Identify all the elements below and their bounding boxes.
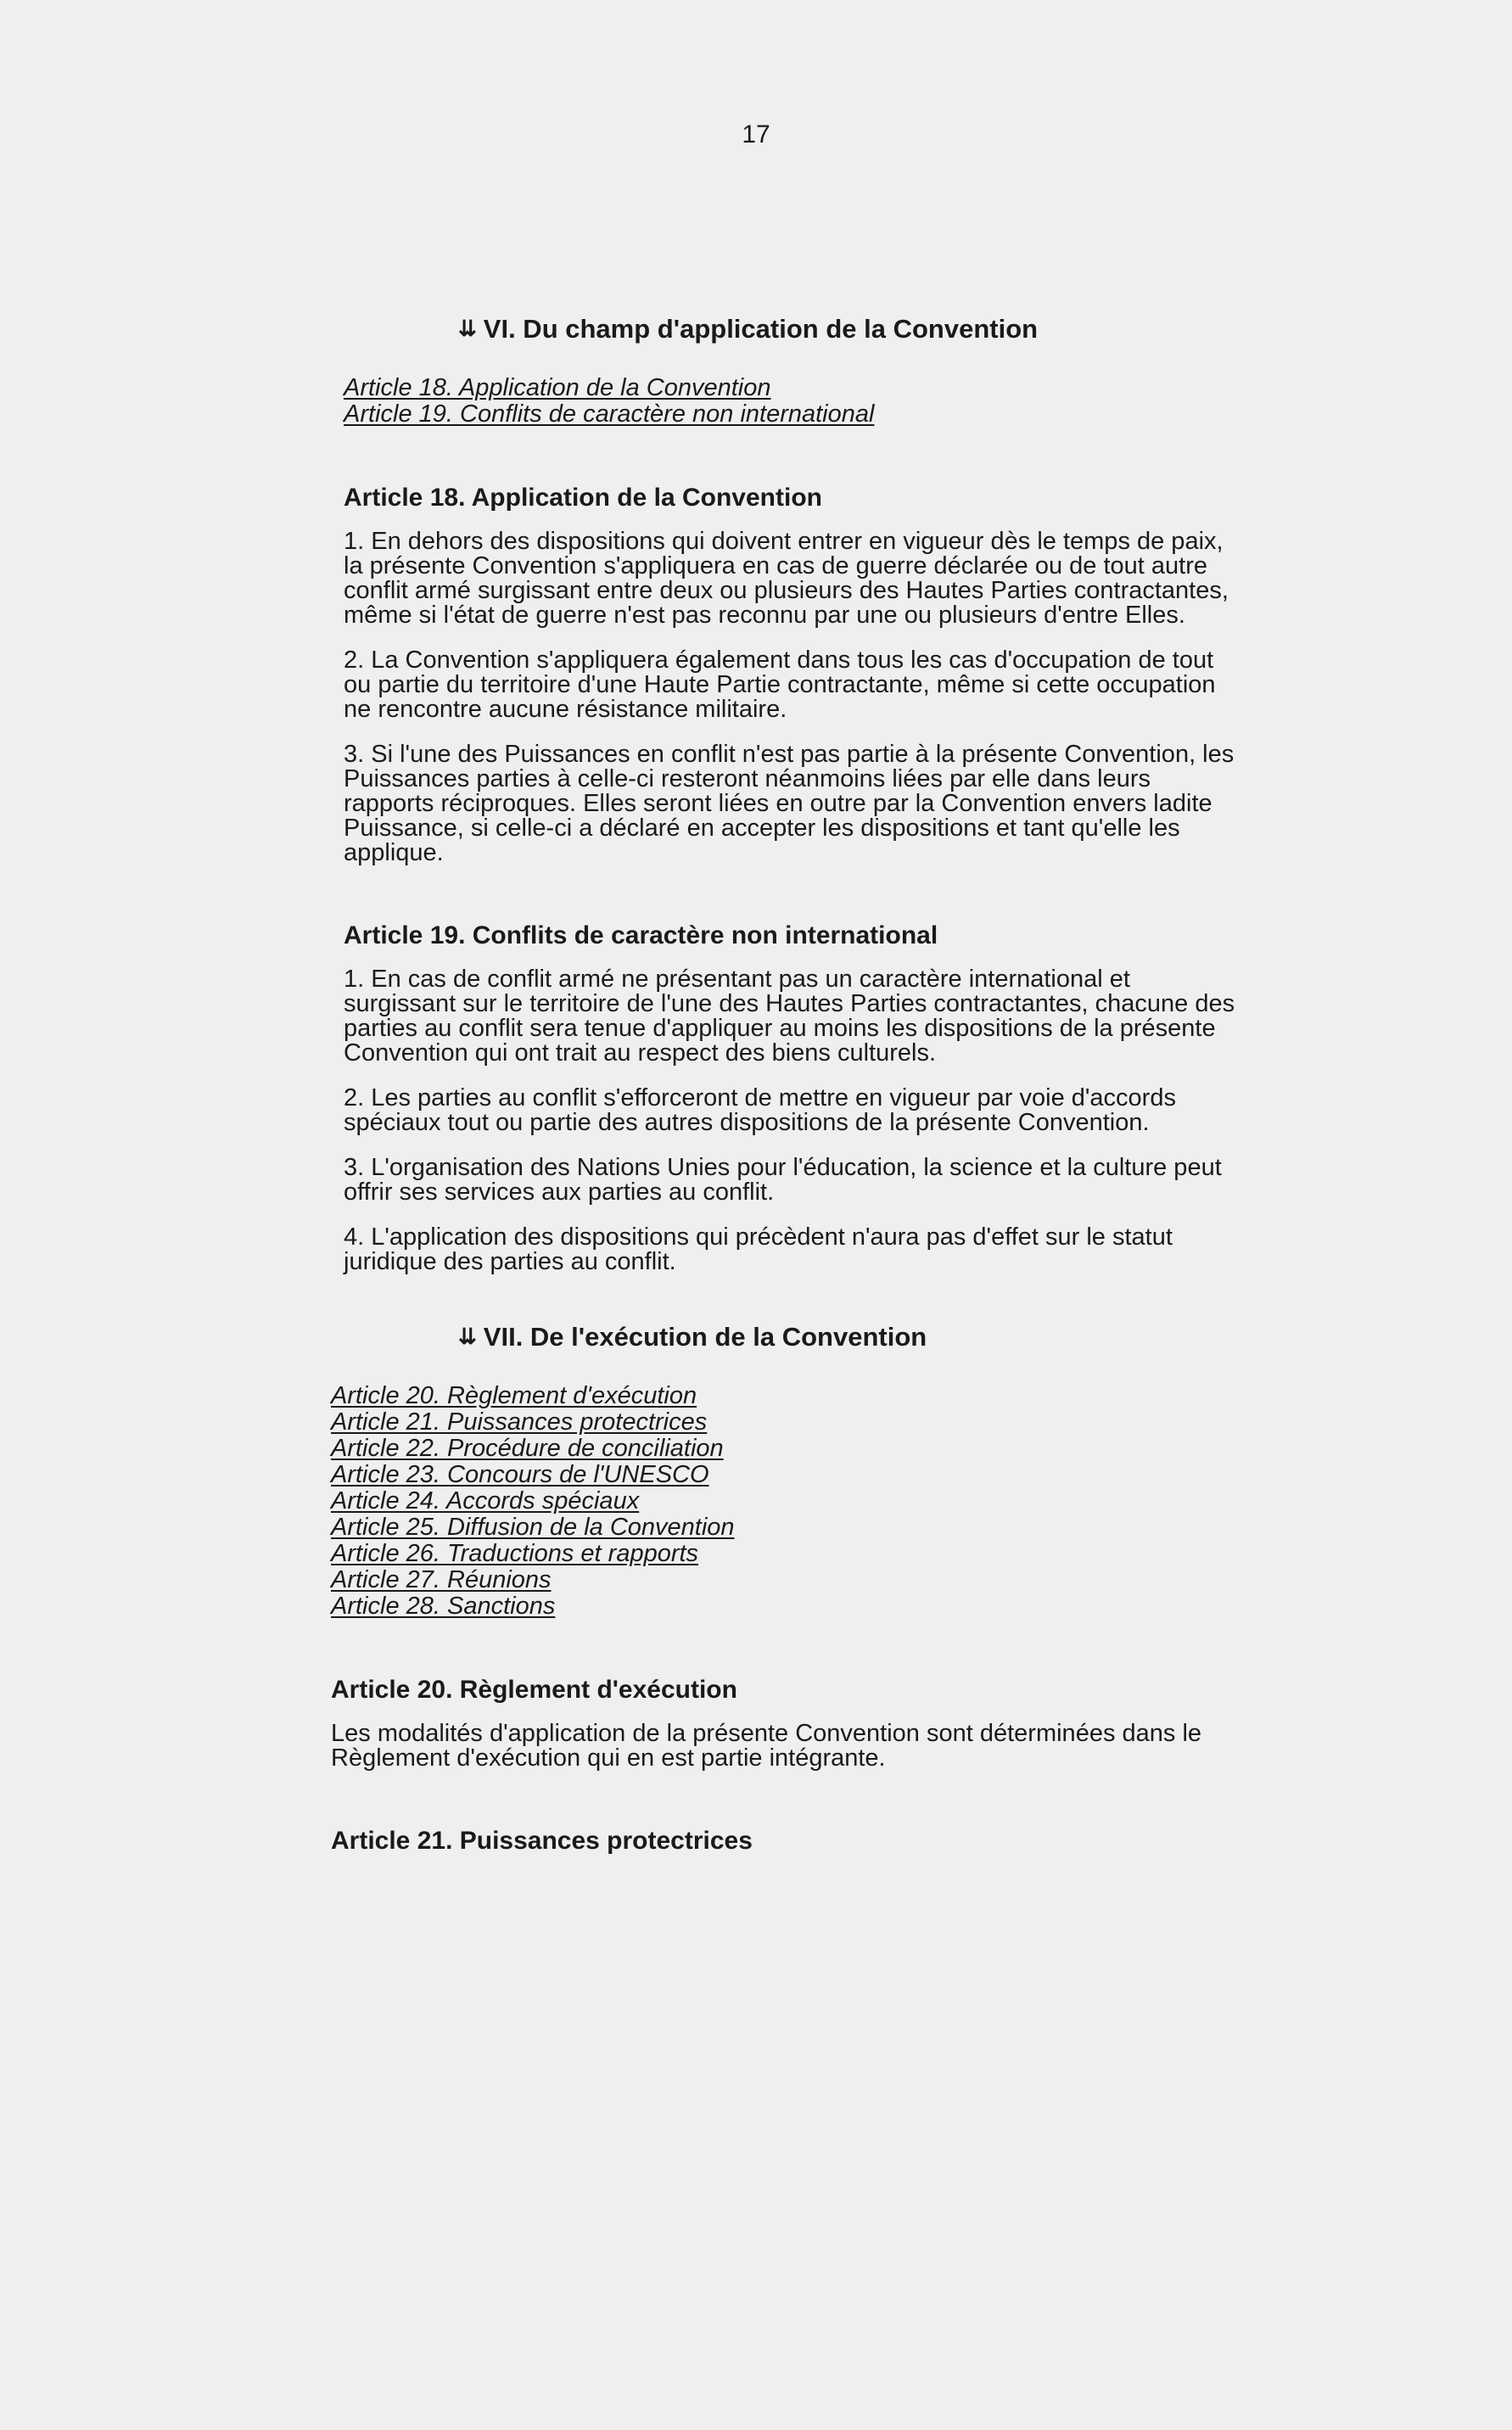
article-title: Article 19. Conflits de caractère non international [344,921,938,949]
toc-link-article-23[interactable]: Article 23. Concours de l'UNESCO [331,1461,709,1488]
paragraph: 1. En dehors des dispositions qui doivent entrer en vigueur dès le temps de paix, la présente Convention s'appliquera en cas de guerre déclarée ou de tout autre conflit armé surgissant entre deux ou plusieurs des Hautes Parties contractantes, même si l'état de guerre n'est pas reconnu par une ou plusieurs d'entre Elles. [344,528,1229,629]
document-body [331,314,1247,1873]
toc-link-article-27[interactable]: Article 27. Réunions [331,1566,552,1593]
chapter-title: VII. De l'exécution de la Convention [483,1322,927,1352]
article-title: Article 20. Règlement d'exécution [331,1676,737,1704]
toc-link-article-19[interactable]: Article 19. Conflits de caractère non international [344,400,875,428]
page-number: 17 [742,120,770,148]
toc-link-article-20[interactable]: Article 20. Règlement d'exécution [331,1382,697,1409]
chapter-title: VI. Du champ d'application de la Convention [483,314,1039,344]
toc-chapter-vii [331,1383,1247,1620]
double-chevron-down-icon: ⇊ [458,315,477,341]
toc-link-article-24[interactable]: Article 24. Accords spéciaux [331,1487,640,1515]
paragraph: Les modalités d'application de la présente Convention sont déterminées dans le Règlement d'exécution qui en est partie intégrante. [331,1720,1202,1772]
article-21 [331,1827,1247,1856]
toc-link-article-21[interactable]: Article 21. Puissances protectrices [331,1408,708,1436]
chapter-heading-vii [458,1322,1247,1352]
toc-link-article-28[interactable]: Article 28. Sanctions [331,1593,556,1620]
paragraph: 2. Les parties au conflit s'efforceront de mettre en vigueur par voie d'accords spéciaux tout ou partie des autres dispositions de la présente Convention. [344,1084,1176,1136]
toc-link-article-22[interactable]: Article 22. Procédure de conciliation [331,1435,724,1462]
toc-chapter-vi [344,375,1247,428]
toc-link-article-26[interactable]: Article 26. Traductions et rapports [331,1540,699,1567]
paragraph: 3. Si l'une des Puissances en conflit n'est pas partie à la présente Convention, les Puissances parties à celle-ci resteront néanmoins liées par elle dans leurs rapports réciproques. Elles seront liées en outre par la Convention envers ladite Puissance, si celle-ci a déclaré en accepter les dispositions et tant qu'elle les applique. [344,741,1235,866]
article-title: Article 18. Application de la Convention [344,484,822,512]
article-19 [344,921,1247,1274]
article-20 [331,1676,1247,1771]
toc-link-article-18[interactable]: Article 18. Application de la Convention [344,374,771,401]
toc-link-article-25[interactable]: Article 25. Diffusion de la Convention [331,1514,735,1541]
paragraph: 3. L'organisation des Nations Unies pour l'éducation, la science et la culture peut offrir ses services aux parties au conflit. [344,1154,1222,1206]
article-18 [344,484,1247,865]
paragraph: 4. L'application des dispositions qui précèdent n'aura pas d'effet sur le statut juridique des parties au conflit. [344,1223,1173,1275]
double-chevron-down-icon: ⇊ [458,1323,477,1349]
paragraph: 2. La Convention s'appliquera également dans tous les cas d'occupation de tout ou partie du territoire d'une Haute Partie contractante, même si cette occupation ne rencontre aucune résistance militaire. [344,647,1216,723]
chapter-heading-vi [458,314,1247,344]
article-title: Article 21. Puissances protectrices [331,1827,753,1855]
paragraph: 1. En cas de conflit armé ne présentant pas un caractère international et surgissant sur le territoire de l'une des Hautes Parties contractantes, chacune des parties au conflit sera tenue d'appliquer au moins les dispositions de la présente Convention qui ont trait au respect des biens culturels. [344,966,1235,1067]
